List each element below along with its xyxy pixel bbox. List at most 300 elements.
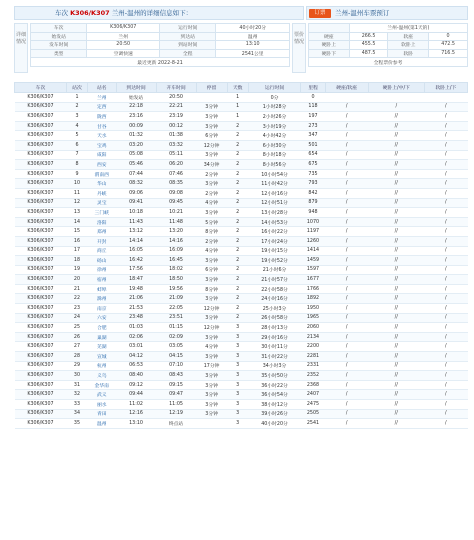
price-key: 硬卧下 xyxy=(309,49,350,58)
table-cell: 2 xyxy=(227,150,248,160)
price-side-label: 票价情况 xyxy=(292,23,306,73)
table-cell: 3分钟 xyxy=(196,371,227,381)
table-cell: 14:14 xyxy=(116,236,156,246)
station-name[interactable]: 蚌埠 xyxy=(87,284,116,294)
table-cell: // xyxy=(368,284,424,294)
table-cell: 735 xyxy=(301,169,325,179)
table-cell: 3 xyxy=(227,371,248,381)
table-cell: / xyxy=(325,342,368,352)
info-key: 类型 xyxy=(31,49,87,58)
column-header: 软卧上/下 xyxy=(424,83,467,93)
table-cell: // xyxy=(368,342,424,352)
station-name[interactable]: 陇西 xyxy=(87,112,116,122)
table-cell: 3分钟 xyxy=(196,390,227,400)
table-cell: 3分钟 xyxy=(196,256,227,266)
table-cell: // xyxy=(368,400,424,410)
table-cell: K306/K307 xyxy=(15,217,67,227)
table-cell: 12:16 xyxy=(116,409,156,419)
table-cell: K306/K307 xyxy=(15,284,67,294)
table-cell: 2 xyxy=(227,275,248,285)
table-cell: / xyxy=(325,332,368,342)
train-title-bar xyxy=(14,6,304,20)
table-cell: 12小时16分 xyxy=(248,188,301,198)
station-name[interactable]: 砀山 xyxy=(87,256,116,266)
table-cell: 11:05 xyxy=(156,400,196,410)
table-cell: 2 xyxy=(227,169,248,179)
table-cell xyxy=(424,93,467,103)
price-note: 全程票价参考 xyxy=(309,58,468,67)
table-cell: 23:16 xyxy=(116,112,156,122)
table-row xyxy=(15,294,468,304)
info-row xyxy=(31,32,290,41)
table-cell: // xyxy=(368,294,424,304)
table-cell: 24小时16分 xyxy=(248,294,301,304)
table-cell: 19小时15分 xyxy=(248,246,301,256)
table-cell: 25 xyxy=(66,323,87,333)
table-cell: K306/K307 xyxy=(15,380,67,390)
station-name[interactable]: 义乌 xyxy=(87,371,116,381)
column-header: 车次 xyxy=(15,83,67,93)
table-cell: 2331 xyxy=(301,361,325,371)
table-cell: 118 xyxy=(301,102,325,112)
table-cell: 1小时28分 xyxy=(248,102,301,112)
table-cell: 13:10 xyxy=(116,419,156,429)
table-cell: 34小时3分 xyxy=(248,361,301,371)
table-cell: / xyxy=(424,284,467,294)
table-cell: 2541 xyxy=(301,419,325,429)
table-cell: // xyxy=(368,121,424,131)
table-cell: / xyxy=(325,313,368,323)
table-cell: 17小时24分 xyxy=(248,236,301,246)
table-cell: // xyxy=(368,371,424,381)
table-row xyxy=(15,409,468,419)
table-cell: // xyxy=(368,390,424,400)
table-row xyxy=(15,246,468,256)
detail-text: 兰州-温州的详细信息如下： xyxy=(111,9,193,17)
table-cell: / xyxy=(424,361,467,371)
table-cell: 25小时3分 xyxy=(248,304,301,314)
station-name[interactable]: 天水 xyxy=(87,131,116,141)
train-info-table xyxy=(30,23,290,67)
station-name[interactable]: 商丘 xyxy=(87,246,116,256)
price-key: 软卧 xyxy=(388,49,429,58)
table-cell: 16:45 xyxy=(156,256,196,266)
table-row xyxy=(15,332,468,342)
table-cell: 23:48 xyxy=(116,313,156,323)
table-cell: 2小时26分 xyxy=(248,112,301,122)
table-cell: 22:05 xyxy=(156,304,196,314)
price-route: 兰州-温州(第1天的) xyxy=(349,24,467,33)
table-cell: 31 xyxy=(66,380,87,390)
table-cell: 8小时56分 xyxy=(248,160,301,170)
table-cell: 3 xyxy=(227,323,248,333)
table-cell xyxy=(196,93,227,103)
table-cell: 09:45 xyxy=(156,198,196,208)
table-cell: 11小时42分 xyxy=(248,179,301,189)
table-cell: 12分钟 xyxy=(196,323,227,333)
table-cell: 22 xyxy=(66,294,87,304)
station-name[interactable]: 南京 xyxy=(87,304,116,314)
table-cell: 3 xyxy=(227,390,248,400)
table-cell: 16 xyxy=(66,236,87,246)
station-name[interactable]: 开封 xyxy=(87,236,116,246)
table-cell: 8 xyxy=(66,160,87,170)
table-row xyxy=(15,380,468,390)
table-cell: 09:47 xyxy=(156,390,196,400)
table-cell: K306/K307 xyxy=(15,236,67,246)
table-cell: 21 xyxy=(66,284,87,294)
table-cell: // xyxy=(368,198,424,208)
table-cell: 05:46 xyxy=(116,160,156,170)
station-name[interactable]: 徐州 xyxy=(87,265,116,275)
table-cell: 1 xyxy=(66,93,87,103)
table-cell: / xyxy=(424,313,467,323)
station-name[interactable]: 宣城 xyxy=(87,352,116,362)
table-cell: 2060 xyxy=(301,323,325,333)
table-cell: K306/K307 xyxy=(15,342,67,352)
column-header: 里程 xyxy=(301,83,325,93)
table-cell: / xyxy=(325,256,368,266)
price-row xyxy=(309,41,468,50)
table-row xyxy=(15,284,468,294)
table-cell: 03:20 xyxy=(116,140,156,150)
table-cell: // xyxy=(368,217,424,227)
station-name[interactable]: 兰州 xyxy=(87,93,116,103)
column-header: 硬卧上/中/下 xyxy=(368,83,424,93)
station-name[interactable]: 六安 xyxy=(87,313,116,323)
table-cell: 2分钟 xyxy=(196,169,227,179)
column-header: 天数 xyxy=(227,83,248,93)
station-name[interactable]: 杭州 xyxy=(87,361,116,371)
table-cell: 2368 xyxy=(301,380,325,390)
ticket-box xyxy=(306,6,468,20)
table-cell: // xyxy=(368,409,424,419)
price-row xyxy=(309,32,468,41)
station-name[interactable]: 灵宝 xyxy=(87,198,116,208)
table-cell: 07:10 xyxy=(156,361,196,371)
table-cell: K306/K307 xyxy=(15,246,67,256)
table-cell: 948 xyxy=(301,208,325,218)
info-key: 到站时间 xyxy=(160,41,216,50)
info-row xyxy=(31,24,290,33)
table-row xyxy=(15,198,468,208)
table-cell: 13小时28分 xyxy=(248,208,301,218)
table-cell: / xyxy=(325,380,368,390)
station-name[interactable]: 甘谷 xyxy=(87,121,116,131)
table-cell: / xyxy=(424,131,467,141)
table-cell: / xyxy=(325,150,368,160)
table-cell: / xyxy=(424,179,467,189)
table-cell: 04:15 xyxy=(156,352,196,362)
table-cell: 21:09 xyxy=(156,294,196,304)
station-name[interactable]: 芜湖 xyxy=(87,342,116,352)
station-name[interactable]: 武义 xyxy=(87,390,116,400)
table-cell: 2 xyxy=(227,121,248,131)
table-cell: 3小时19分 xyxy=(248,121,301,131)
table-cell: K306/K307 xyxy=(15,419,67,429)
table-cell: 01:38 xyxy=(156,131,196,141)
table-cell: / xyxy=(325,390,368,400)
ticket-button[interactable]: 订票 xyxy=(309,9,331,18)
station-name[interactable]: 宝鸡 xyxy=(87,140,116,150)
table-cell: / xyxy=(325,294,368,304)
timetable xyxy=(14,82,468,429)
table-cell: // xyxy=(368,332,424,342)
station-name[interactable]: 西安 xyxy=(87,160,116,170)
table-cell: 06:53 xyxy=(116,361,156,371)
table-cell: 4分钟 xyxy=(196,198,227,208)
table-cell: 2分钟 xyxy=(196,236,227,246)
table-cell: 2281 xyxy=(301,352,325,362)
table-cell: 20:50 xyxy=(156,93,196,103)
table-cell: K306/K307 xyxy=(15,102,67,112)
table-cell: / xyxy=(424,256,467,266)
table-cell: 11 xyxy=(66,188,87,198)
info-key: 发车时间 xyxy=(31,41,87,50)
table-row xyxy=(15,217,468,227)
table-cell: 3分钟 xyxy=(196,275,227,285)
table-cell: / xyxy=(424,371,467,381)
price-value: 0 xyxy=(429,32,468,41)
table-cell: 09:44 xyxy=(116,390,156,400)
station-name[interactable]: 丽水 xyxy=(87,400,116,410)
table-cell: 39小时26分 xyxy=(248,409,301,419)
table-row xyxy=(15,227,468,237)
table-cell: K306/K307 xyxy=(15,304,67,314)
table-cell: // xyxy=(368,313,424,323)
table-cell: / xyxy=(325,217,368,227)
table-cell: / xyxy=(325,304,368,314)
table-cell: // xyxy=(368,150,424,160)
table-cell: / xyxy=(325,236,368,246)
table-cell: 34分钟 xyxy=(196,160,227,170)
table-cell: 1677 xyxy=(301,275,325,285)
station-name[interactable]: 洛阳 xyxy=(87,217,116,227)
table-cell: 21小时6分 xyxy=(248,265,301,275)
column-header: 开车时间 xyxy=(156,83,196,93)
table-cell: // xyxy=(368,169,424,179)
table-cell: / xyxy=(424,112,467,122)
table-row xyxy=(15,121,468,131)
table-cell: K306/K307 xyxy=(15,409,67,419)
table-cell: / xyxy=(424,265,467,275)
station-name[interactable]: 丹峡 xyxy=(87,188,116,198)
table-cell: 197 xyxy=(301,112,325,122)
table-cell: K306/K307 xyxy=(15,390,67,400)
table-row xyxy=(15,93,468,103)
price-note-row xyxy=(309,58,468,67)
station-name[interactable]: 合肥 xyxy=(87,323,116,333)
table-row xyxy=(15,208,468,218)
table-cell: 675 xyxy=(301,160,325,170)
table-cell: 3分钟 xyxy=(196,380,227,390)
table-cell: // xyxy=(368,352,424,362)
station-name[interactable]: 渭南西 xyxy=(87,169,116,179)
table-cell: 19小时52分 xyxy=(248,256,301,266)
table-cell: 3 xyxy=(227,419,248,429)
table-cell: / xyxy=(325,169,368,179)
table-cell: 08:35 xyxy=(156,179,196,189)
table-cell: 1965 xyxy=(301,313,325,323)
station-name[interactable]: 华山 xyxy=(87,179,116,189)
station-name[interactable]: 金华南 xyxy=(87,380,116,390)
table-row xyxy=(15,265,468,275)
table-cell: / xyxy=(424,140,467,150)
table-cell: 501 xyxy=(301,140,325,150)
column-header: 站次 xyxy=(66,83,87,93)
table-cell: 07:46 xyxy=(156,169,196,179)
station-name[interactable]: 三门峡 xyxy=(87,208,116,218)
table-cell: 02:06 xyxy=(116,332,156,342)
table-cell: K306/K307 xyxy=(15,188,67,198)
table-cell: 01:32 xyxy=(116,131,156,141)
table-cell: K306/K307 xyxy=(15,169,67,179)
table-cell: 2 xyxy=(227,160,248,170)
table-cell: 2 xyxy=(227,179,248,189)
table-cell: 3 xyxy=(227,361,248,371)
table-cell: 2134 xyxy=(301,332,325,342)
table-cell: // xyxy=(368,246,424,256)
station-name[interactable]: 定西 xyxy=(87,102,116,112)
table-cell: 10小时54分 xyxy=(248,169,301,179)
table-cell: / xyxy=(424,352,467,362)
ticket-link[interactable]: 兰州-温州车票预订 xyxy=(335,9,390,17)
table-row xyxy=(15,131,468,141)
table-cell: 35小时50分 xyxy=(248,371,301,381)
table-cell: 1260 xyxy=(301,236,325,246)
station-name[interactable]: 咸阳 xyxy=(87,150,116,160)
station-name[interactable]: 温州 xyxy=(87,419,116,429)
table-cell: 16:05 xyxy=(116,246,156,256)
table-cell: / xyxy=(424,390,467,400)
table-cell: 18 xyxy=(66,256,87,266)
table-cell: 09:41 xyxy=(116,198,156,208)
table-cell: 2407 xyxy=(301,390,325,400)
station-name[interactable]: 宿州 xyxy=(87,275,116,285)
column-header: 硬座/软座 xyxy=(325,83,368,93)
table-cell: 40小时20分 xyxy=(248,419,301,429)
table-cell: 10 xyxy=(66,179,87,189)
table-cell: / xyxy=(368,102,424,112)
table-cell: / xyxy=(325,419,368,429)
table-cell: 1 xyxy=(227,112,248,122)
table-cell: 7 xyxy=(66,150,87,160)
table-cell: 1950 xyxy=(301,304,325,314)
table-cell: 2200 xyxy=(301,342,325,352)
table-cell: 2 xyxy=(227,304,248,314)
table-cell: 03:05 xyxy=(156,342,196,352)
table-cell: / xyxy=(325,284,368,294)
table-cell: 3分钟 xyxy=(196,400,227,410)
table-cell: 03:01 xyxy=(116,342,156,352)
table-cell: K306/K307 xyxy=(15,275,67,285)
table-cell: // xyxy=(368,265,424,275)
table-cell: 2 xyxy=(227,236,248,246)
table-cell: 26 xyxy=(66,332,87,342)
table-cell: / xyxy=(424,236,467,246)
table-cell: K306/K307 xyxy=(15,208,67,218)
table-cell: // xyxy=(368,160,424,170)
table-cell: // xyxy=(368,380,424,390)
table-cell: 879 xyxy=(301,198,325,208)
table-cell: 18:02 xyxy=(156,265,196,275)
table-cell: 15 xyxy=(66,227,87,237)
station-name[interactable]: 滁州 xyxy=(87,294,116,304)
table-cell: / xyxy=(424,150,467,160)
table-cell: 1766 xyxy=(301,284,325,294)
table-row xyxy=(15,275,468,285)
table-cell: 3分钟 xyxy=(196,208,227,218)
table-row xyxy=(15,188,468,198)
table-cell: 34 xyxy=(66,409,87,419)
price-value: 487.5 xyxy=(349,49,388,58)
table-cell: 35 xyxy=(66,419,87,429)
table-cell: / xyxy=(325,227,368,237)
table-cell: 22:18 xyxy=(116,102,156,112)
table-cell: 09:15 xyxy=(156,380,196,390)
table-cell: / xyxy=(424,227,467,237)
table-cell: / xyxy=(325,246,368,256)
table-cell: / xyxy=(325,371,368,381)
column-header: 到达时间 xyxy=(116,83,156,93)
table-cell: 16:09 xyxy=(156,246,196,256)
info-value: 20:50 xyxy=(87,41,160,50)
table-cell: K306/K307 xyxy=(15,121,67,131)
table-cell: 3 xyxy=(227,342,248,352)
table-cell: 1 xyxy=(227,102,248,112)
train-number: K306/K307 xyxy=(70,9,110,17)
table-cell: 24 xyxy=(66,313,87,323)
table-cell: K306/K307 xyxy=(15,332,67,342)
info-key: 全程 xyxy=(160,49,216,58)
table-cell: // xyxy=(368,236,424,246)
info-side-label: 详细情况 xyxy=(14,23,28,73)
table-cell: 07:44 xyxy=(116,169,156,179)
table-cell: // xyxy=(368,361,424,371)
station-name[interactable]: 郑州 xyxy=(87,227,116,237)
table-cell: 1 xyxy=(227,93,248,103)
table-cell: / xyxy=(424,294,467,304)
table-cell: 12分钟 xyxy=(196,140,227,150)
table-cell: 09:12 xyxy=(116,380,156,390)
table-cell: 1597 xyxy=(301,265,325,275)
table-cell: 28小时13分 xyxy=(248,323,301,333)
table-row xyxy=(15,256,468,266)
table-cell: 2 xyxy=(227,198,248,208)
station-name[interactable]: 青田 xyxy=(87,409,116,419)
table-cell: 09:06 xyxy=(116,188,156,198)
table-cell: 2 xyxy=(227,217,248,227)
price-table xyxy=(308,23,468,67)
table-cell: K306/K307 xyxy=(15,400,67,410)
table-cell: 6分钟 xyxy=(196,265,227,275)
table-cell: / xyxy=(325,400,368,410)
table-cell: / xyxy=(424,323,467,333)
table-row xyxy=(15,179,468,189)
column-header: 运行时间 xyxy=(248,83,301,93)
table-cell: K306/K307 xyxy=(15,179,67,189)
table-cell: 6分钟 xyxy=(196,131,227,141)
table-cell: 3 xyxy=(227,380,248,390)
table-cell: / xyxy=(325,352,368,362)
table-cell: 1070 xyxy=(301,217,325,227)
table-cell: 11:43 xyxy=(116,217,156,227)
table-cell: / xyxy=(325,208,368,218)
table-cell: 3分钟 xyxy=(196,294,227,304)
station-name[interactable]: 巢湖 xyxy=(87,332,116,342)
table-cell: 04:12 xyxy=(116,352,156,362)
table-cell: 00:12 xyxy=(156,121,196,131)
